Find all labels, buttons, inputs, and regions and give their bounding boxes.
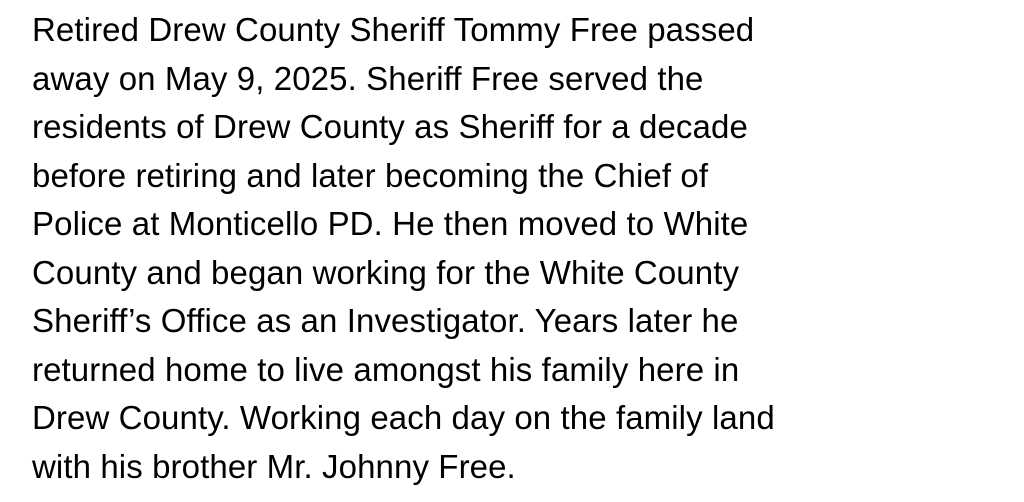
post-text-line: residents of Drew County as Sheriff for a decade <box>32 108 748 145</box>
post-text-line: Sheriff’s Office as an Investigator. Years later he <box>32 302 739 339</box>
post-text-line: Drew County. Working each day on the family land <box>32 399 775 436</box>
post-text-line: with his brother Mr. Johnny Free. <box>32 447 516 485</box>
post-text-line: returned home to live amongst his family here in <box>32 350 740 388</box>
post-text-line: County and began working for the White County <box>32 253 740 291</box>
post-text-line: Police at Monticello PD. He then moved to White <box>32 205 749 242</box>
post-text-line: away on May 9, 2025. Sheriff Free served the <box>32 59 704 97</box>
post-text <box>32 6 1002 491</box>
post-text-line: Retired Drew County Sheriff Tommy Free passed <box>32 11 755 48</box>
post-text-line: before retiring and later becoming the Chief of <box>32 156 709 194</box>
